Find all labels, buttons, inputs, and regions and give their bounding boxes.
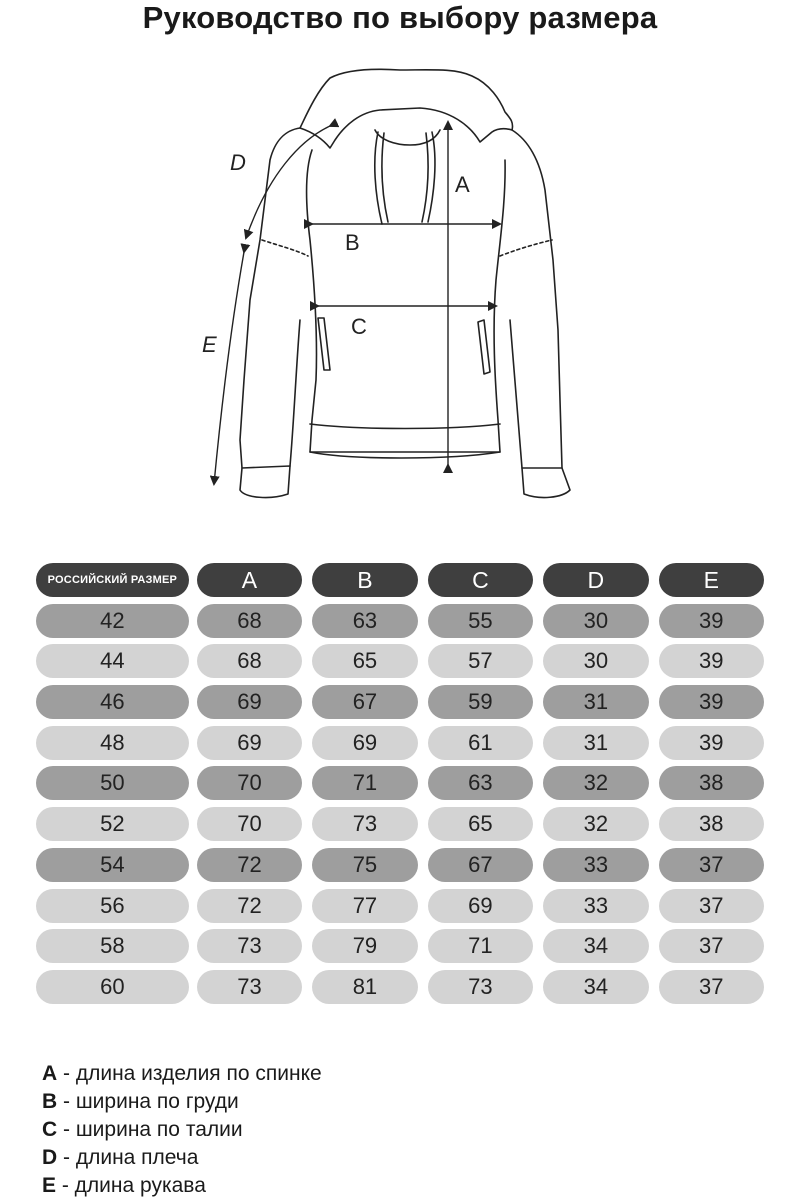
legend-item — [42, 1088, 642, 1116]
size-cell: 60 — [36, 970, 189, 1004]
drawstring-left — [375, 132, 382, 224]
measure-label-d: D — [230, 150, 246, 175]
legend-text: - ширина по талии — [57, 1118, 243, 1141]
legend-item — [42, 1144, 642, 1172]
column-header-c: C — [428, 563, 533, 597]
legend-key: E — [42, 1174, 57, 1197]
legend-key: C — [42, 1118, 58, 1141]
value-cell: 70 — [197, 766, 302, 800]
value-cell: 73 — [197, 929, 302, 963]
hood-inner — [375, 130, 440, 145]
table-row — [36, 807, 764, 841]
size-cell: 56 — [36, 889, 189, 923]
value-cell: 55 — [428, 604, 533, 638]
table-row — [36, 970, 764, 1004]
value-cell: 65 — [428, 807, 533, 841]
size-cell: 48 — [36, 726, 189, 760]
pocket-left — [318, 318, 330, 370]
value-cell: 32 — [543, 807, 648, 841]
table-row — [36, 685, 764, 719]
value-cell: 30 — [543, 604, 648, 638]
value-cell: 30 — [543, 644, 648, 678]
sleeve-right — [522, 468, 570, 497]
value-cell: 37 — [659, 848, 764, 882]
value-cell: 72 — [197, 889, 302, 923]
legend-item — [42, 1116, 642, 1144]
table-row — [36, 848, 764, 882]
value-cell: 65 — [312, 644, 417, 678]
measure-label-e: E — [202, 332, 217, 357]
value-cell: 63 — [312, 604, 417, 638]
size-column-header: РОССИЙСКИЙ РАЗМЕР — [36, 563, 189, 597]
table-row — [36, 644, 764, 678]
table-row — [36, 889, 764, 923]
size-cell: 42 — [36, 604, 189, 638]
size-cell: 46 — [36, 685, 189, 719]
size-cell: 50 — [36, 766, 189, 800]
value-cell: 73 — [312, 807, 417, 841]
value-cell: 39 — [659, 685, 764, 719]
value-cell: 34 — [543, 929, 648, 963]
value-cell: 68 — [197, 644, 302, 678]
body-outline — [240, 128, 562, 468]
legend-text: - длина плеча — [57, 1146, 199, 1169]
measure-label-a: A — [455, 172, 470, 197]
legend-item — [42, 1172, 642, 1200]
value-cell: 69 — [312, 726, 417, 760]
value-cell: 33 — [543, 848, 648, 882]
value-cell: 70 — [197, 807, 302, 841]
table-row — [36, 766, 764, 800]
hoodie-diagram — [180, 60, 600, 520]
value-cell: 37 — [659, 929, 764, 963]
value-cell: 72 — [197, 848, 302, 882]
value-cell: 38 — [659, 807, 764, 841]
size-table — [36, 563, 764, 1011]
hem — [310, 424, 500, 452]
value-cell: 33 — [543, 889, 648, 923]
column-header-e: E — [659, 563, 764, 597]
size-cell: 52 — [36, 807, 189, 841]
legend-text: - длина рукава — [56, 1174, 206, 1197]
value-cell: 71 — [312, 766, 417, 800]
value-cell: 31 — [543, 685, 648, 719]
table-row — [36, 726, 764, 760]
value-cell: 34 — [543, 970, 648, 1004]
legend-text: - ширина по груди — [57, 1090, 239, 1113]
value-cell: 69 — [197, 726, 302, 760]
value-cell: 68 — [197, 604, 302, 638]
value-cell: 63 — [428, 766, 533, 800]
legend-key: A — [42, 1062, 58, 1085]
measurement-legend — [42, 1060, 642, 1200]
hoodie-illustration — [180, 60, 600, 520]
column-header-d: D — [543, 563, 648, 597]
value-cell: 73 — [197, 970, 302, 1004]
legend-key: B — [42, 1090, 58, 1113]
hood-outline — [300, 69, 513, 148]
column-header-a: A — [197, 563, 302, 597]
sleeve-left — [240, 466, 290, 497]
value-cell: 57 — [428, 644, 533, 678]
value-cell: 38 — [659, 766, 764, 800]
value-cell: 75 — [312, 848, 417, 882]
value-cell: 69 — [197, 685, 302, 719]
value-cell: 67 — [428, 848, 533, 882]
table-row — [36, 929, 764, 963]
table-row — [36, 604, 764, 638]
value-cell: 39 — [659, 604, 764, 638]
measure-label-b: B — [345, 230, 360, 255]
legend-text: - длина изделия по спинке — [57, 1062, 322, 1085]
size-cell: 58 — [36, 929, 189, 963]
pocket-right — [478, 320, 490, 374]
value-cell: 77 — [312, 889, 417, 923]
value-cell: 81 — [312, 970, 417, 1004]
value-cell: 37 — [659, 889, 764, 923]
value-cell: 73 — [428, 970, 533, 1004]
measure-label-c: C — [351, 314, 367, 339]
size-cell: 44 — [36, 644, 189, 678]
value-cell: 69 — [428, 889, 533, 923]
page-title: Руководство по выбору размера — [142, 0, 658, 35]
value-cell: 31 — [543, 726, 648, 760]
drawstring-right — [428, 132, 435, 222]
value-cell: 37 — [659, 970, 764, 1004]
value-cell: 59 — [428, 685, 533, 719]
column-header-b: B — [312, 563, 417, 597]
table-header-row — [36, 563, 764, 597]
legend-item — [42, 1060, 642, 1088]
size-cell: 54 — [36, 848, 189, 882]
value-cell: 32 — [543, 766, 648, 800]
legend-key: D — [42, 1146, 58, 1169]
value-cell: 79 — [312, 929, 417, 963]
value-cell: 67 — [312, 685, 417, 719]
value-cell: 71 — [428, 929, 533, 963]
value-cell: 39 — [659, 644, 764, 678]
value-cell: 39 — [659, 726, 764, 760]
value-cell: 61 — [428, 726, 533, 760]
